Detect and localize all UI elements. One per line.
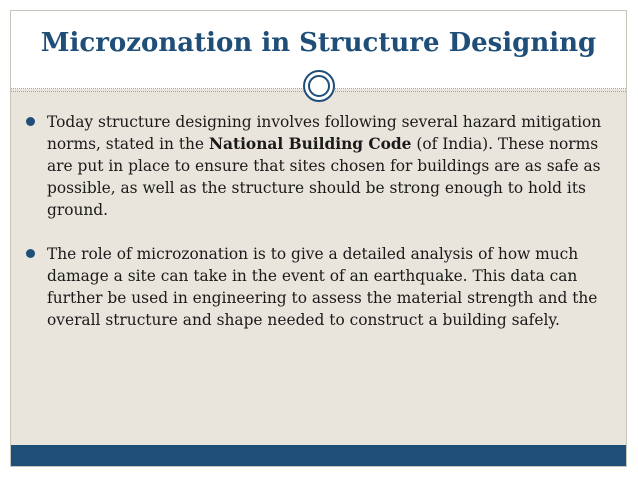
inner-ring	[308, 75, 330, 97]
bullet-text: Today structure designing involves following several hazard mitigation norms, stated in the	[47, 113, 602, 153]
footer-bar	[11, 445, 626, 466]
bullet-item	[25, 111, 610, 221]
bullet-text: The role of microzonation is to give a detailed analysis of how much damage a site can take in the event of an earthquake. This data can further be used in engineering to assess the material strength and the overall structure and shape needed to construct a building safely.	[47, 245, 598, 329]
slide-body	[25, 111, 610, 353]
double-ring-icon	[303, 70, 335, 102]
bullet-item	[25, 243, 610, 331]
bullet-text-continued: (of India). These norms are put in place to ensure that sites chosen for buildings are as safe as possible, as well as the structure should be strong enough to hold its ground.	[47, 135, 601, 219]
bullet-icon	[26, 249, 35, 258]
bullet-emphasis: National Building Code	[208, 135, 412, 153]
slide-title: Microzonation in Structure Designing	[40, 28, 597, 58]
slide-frame	[10, 10, 627, 467]
bullet-icon	[26, 117, 35, 126]
